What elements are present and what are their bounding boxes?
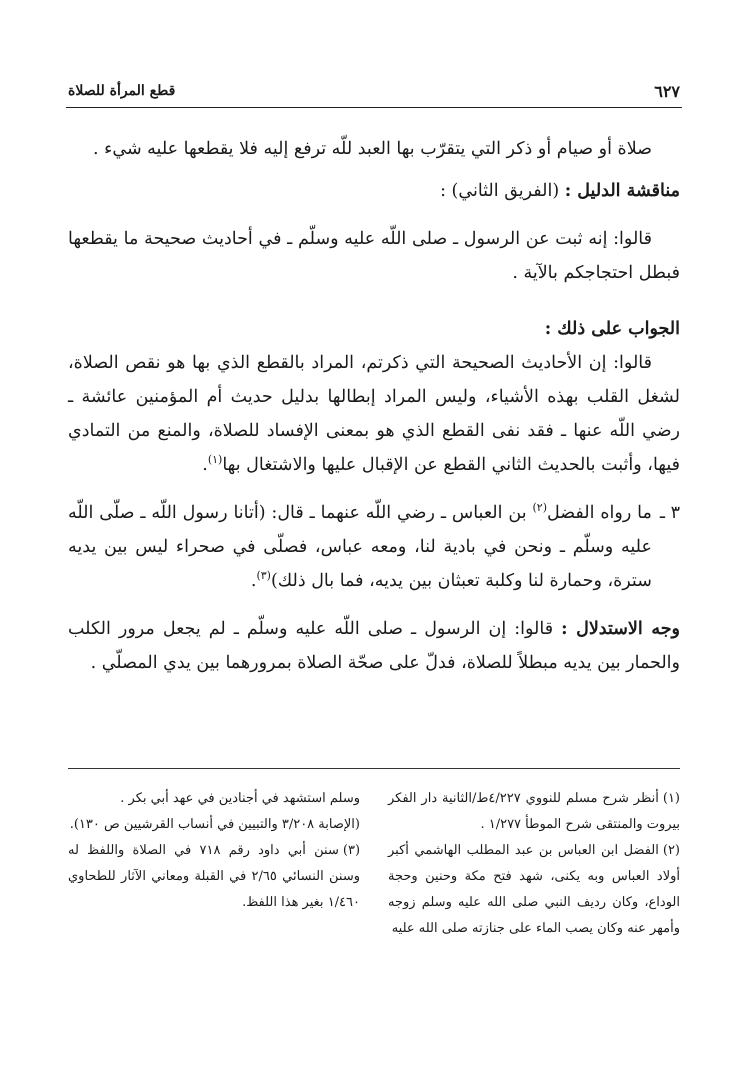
paragraph-2: قالوا: إنه ثبت عن الرسول ـ صلى اللّه عليه وسلّم ـ في أحاديث صحيحة ما يقطعها فبطل احتجاجكم بالآية . [68,229,680,283]
footnotes-column-right [388,786,680,942]
footnote-3-text: سنن أبي داود رقم ٧١٨ في الصلاة واللفظ له وسنن النسائي ٢/٦٥ في القبلة ومعاني الآثار للطحاوي ١/٤٦٠ بغير هذا اللفظ. [68,843,360,910]
running-header [68,78,680,104]
heading-inference: وجه الاستدلال : [561,619,680,639]
paragraph-3 [68,346,680,482]
paragraph-1: صلاة أو صيام أو ذكر التي يتقرّب بها العبد للّه ترفع إليه فلا يقطعها عليه شيء . [93,139,652,159]
item-text-a: ما رواه الفضل [546,503,652,523]
heading-answer: الجواب على ذلك : [544,319,680,339]
footnote-2-source: (الإصابة ٣/٢٠٨ والتبيين في أنساب القرشيين ص ١٣٠). [69,817,360,832]
item-text-b: بن العباس ـ رضي اللّه عنهما ـ قال: (أتانا رسول اللّه ـ صلّى اللّه عليه وسلّم ـ ونحن في بادية لنا، ومعه عباس، فصلّى في صحراء ليس بين يديه سترة، وحمارة لنا وكلبة تعبثان بين يديه، فما بال ذلك) [68,503,652,591]
footnote-1 [388,786,680,838]
item-text [68,496,652,598]
footnotes-column-left [68,786,360,942]
footnote-3-number: (٣) [342,843,361,858]
footnote-1-text: أنظر شرح مسلم للنووي ٤/٢٢٧ط/الثانية دار الفكر بيروت والمنتقى شرح الموطأ ١/٢٧٧ . [388,791,680,832]
page-number: ٦٢٧ [654,81,680,101]
footnote-1-number: (١) [662,791,680,806]
paragraph-3-end: . [202,455,208,475]
header-rule [66,107,682,108]
paragraph-3-text: قالوا: إن الأحاديث الصحيحة التي ذكرتم، المراد بالقطع الذي بها هو نقص الصلاة، لشغل القلب بهذه الأشياء، وليس المراد إبطالها بدليل حديث أم المؤمنين عائشة ـ رضي اللّه عنها ـ فقد نفى القطع الذي هو بمعنى الإفساد للصلاة، والمنع من التمادي فيها، وأثبت بالحديث الثاني القطع عن الإقبال عليها والاشتغال بها [68,353,680,475]
footnote-ref-2[interactable]: (٢) [532,501,547,515]
paragraph-4 [68,612,680,680]
paragraph-4-text: قالوا: إن الرسول ـ صلى اللّه عليه وسلّم ـ لم يجعل مرور الكلب والحمار بين يديه مبطلاً للصلاة، فدلّ على صحّة الصلاة بمرورهما بين يدي المصلّي . [68,619,680,673]
footnotes [68,786,680,942]
footnote-2 [388,838,680,942]
numbered-item-3 [68,496,680,598]
footnote-rule [68,768,680,769]
running-title: قطع المرأة للصلاة [68,83,176,99]
footnote-2-continuation: وسلم استشهد في أجنادين في عهد أبي بكر . [120,791,360,806]
main-text [68,118,680,680]
footnote-2-number: (٢) [662,843,680,858]
heading-discussion-bold: مناقشة الدليل : [564,181,680,201]
item-number: ٣ ـ [659,503,680,523]
heading-discussion-rest: (الفريق الثاني) : [440,181,565,201]
heading-discussion [68,174,680,208]
footnote-ref-1[interactable]: (١) [207,453,223,467]
footnote-2-text: الفضل ابن العباس بن عبد المطلب الهاشمي أكبر أولاد العباس وبه يكنى، شهد فتح مكة وحنين وحجة الوداع، وكان رديف النبي صلى الله عليه وسلم زوجه وأمهر عنه وكان يصب الماء على جنازته صلى الله عليه [388,843,680,936]
item-text-end: . [250,571,257,591]
footnote-ref-3[interactable]: (٣) [256,569,271,583]
footnote-3 [68,838,360,916]
